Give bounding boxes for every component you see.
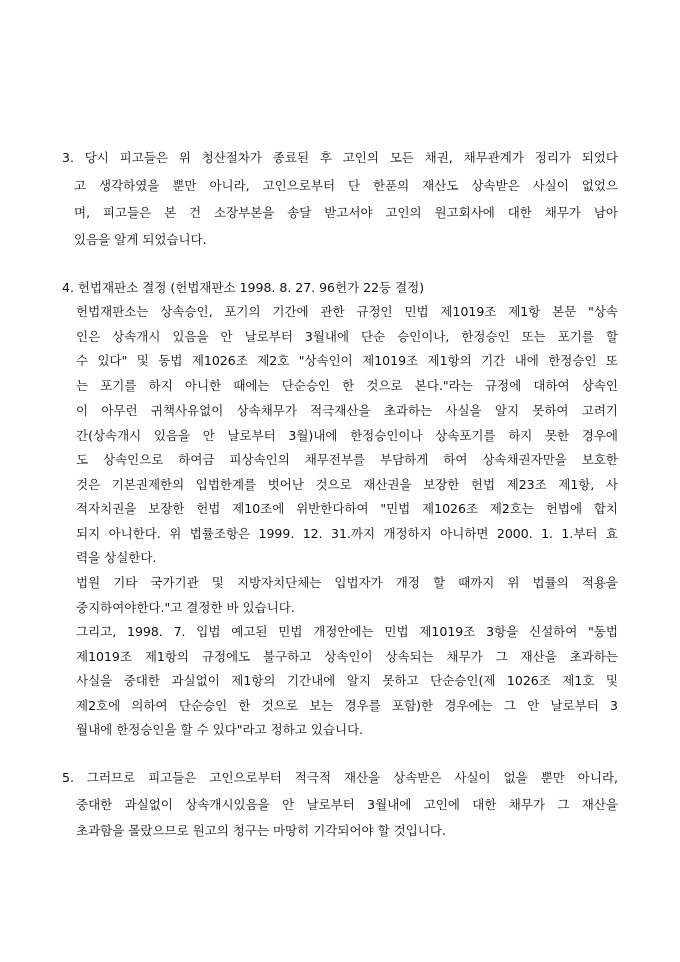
text-line: 되지 아니한다. 위 법률조항은 1999. 12. 31.까지 개정하지 아니하면 2000. 1. 1.부터 효 — [76, 526, 618, 541]
text-line: 제2호에 의하여 단순승인 한 것으로 보는 경우를 포함)한 경우에는 그 안 날로부터 3 — [76, 698, 618, 713]
text-line: 제1019조 제1항의 규정에도 불구하고 상속인이 상속되는 채무가 그 재산을 초과하는 — [76, 649, 618, 664]
text-line: 헌법재판소는 상속승인, 포기의 기간에 관한 규정인 민법 제1019조 제1항 본문 "상속 — [76, 304, 618, 319]
section-heading: 4. 헌법재판소 결정 (헌법재판소 1998. 8. 27. 96헌가 22등 결정) — [62, 280, 425, 295]
text-line: 이 아무런 귀책사유없이 상속채무가 적극재산을 초과하는 사실을 알지 못하여 고려기 — [76, 403, 618, 418]
text-line: 수 있다" 및 동법 제1026조 제2호 "상속인이 제1019조 제1항의 기간 내에 한정승인 또 — [76, 353, 618, 368]
text-line: 중지하여야한다."고 결정한 바 있습니다. — [76, 600, 295, 615]
text-line: 5. 그러므로 피고들은 고인으로부터 적극적 재산을 상속받은 사실이 없을 뿐만 아니라, — [62, 770, 618, 785]
text-line: 며, 피고들은 본 건 소장부본을 송달 받고서야 고인의 원고회사에 대한 채무가 남아 — [74, 205, 618, 220]
text-line: 력을 상실한다. — [76, 550, 157, 565]
text-line: 적자치권을 보장한 헌법 제10조에 위반한다하여 "민법 제1026조 제2호는 헌법에 합치 — [76, 501, 618, 516]
text-line: 고 생각하였을 뿐만 아니라, 고인으로부터 단 한푼의 재산도 상속받은 사실이 없었으 — [74, 178, 618, 193]
text-line: 도 상속인으로 하여금 피상속인의 채무전부를 부담하게 하여 상속채권자만을 보호한 — [76, 452, 618, 467]
text-line: 그리고, 1998. 7. 입법 예고된 민법 개정안에는 민법 제1019조 3항을 신설하여 "동법 — [76, 624, 618, 639]
text-line: 초과함을 몰랐으므로 원고의 청구는 마땅히 기각되어야 할 것입니다. — [76, 823, 446, 838]
text-line: 중대한 과실없이 상속개시있음을 안 날로부터 3월내에 고인에 대한 채무가 그 재산을 — [76, 797, 618, 812]
text-line: 법원 기타 국가기관 및 지방자치단체는 입법자가 개정 할 때까지 위 법률의 적용을 — [76, 575, 618, 590]
text-line: 는 포기를 하지 아니한 때에는 단순승인 한 것으로 본다."라는 규정에 대하여 상속인 — [76, 378, 618, 393]
text-line: 월내에 한정승인을 할 수 있다"라고 정하고 있습니다. — [76, 722, 364, 737]
text-line: 3. 당시 피고들은 위 청산절차가 종료된 후 고인의 모든 채권, 채무관계가 정리가 되었다 — [62, 150, 618, 165]
text-line: 간(상속개시 있음을 안 날로부터 3월)내에 한정승인이나 상속포기를 하지 못한 경우에 — [76, 428, 618, 443]
text-line: 있음을 알게 되었습니다. — [74, 232, 207, 247]
text-line: 것은 기본권제한의 입법한계를 벗어난 것으로 재산권을 보장한 헌법 제23조 제1항, 사 — [76, 477, 618, 492]
text-line: 인은 상속개시 있음을 안 날로부터 3월내에 단순 승인이나, 한정승인 또는 포기를 할 — [76, 329, 618, 344]
text-line: 사실을 중대한 과실없이 제1항의 기간내에 알지 못하고 단순승인(제 1026조 제1호 및 — [76, 673, 618, 688]
